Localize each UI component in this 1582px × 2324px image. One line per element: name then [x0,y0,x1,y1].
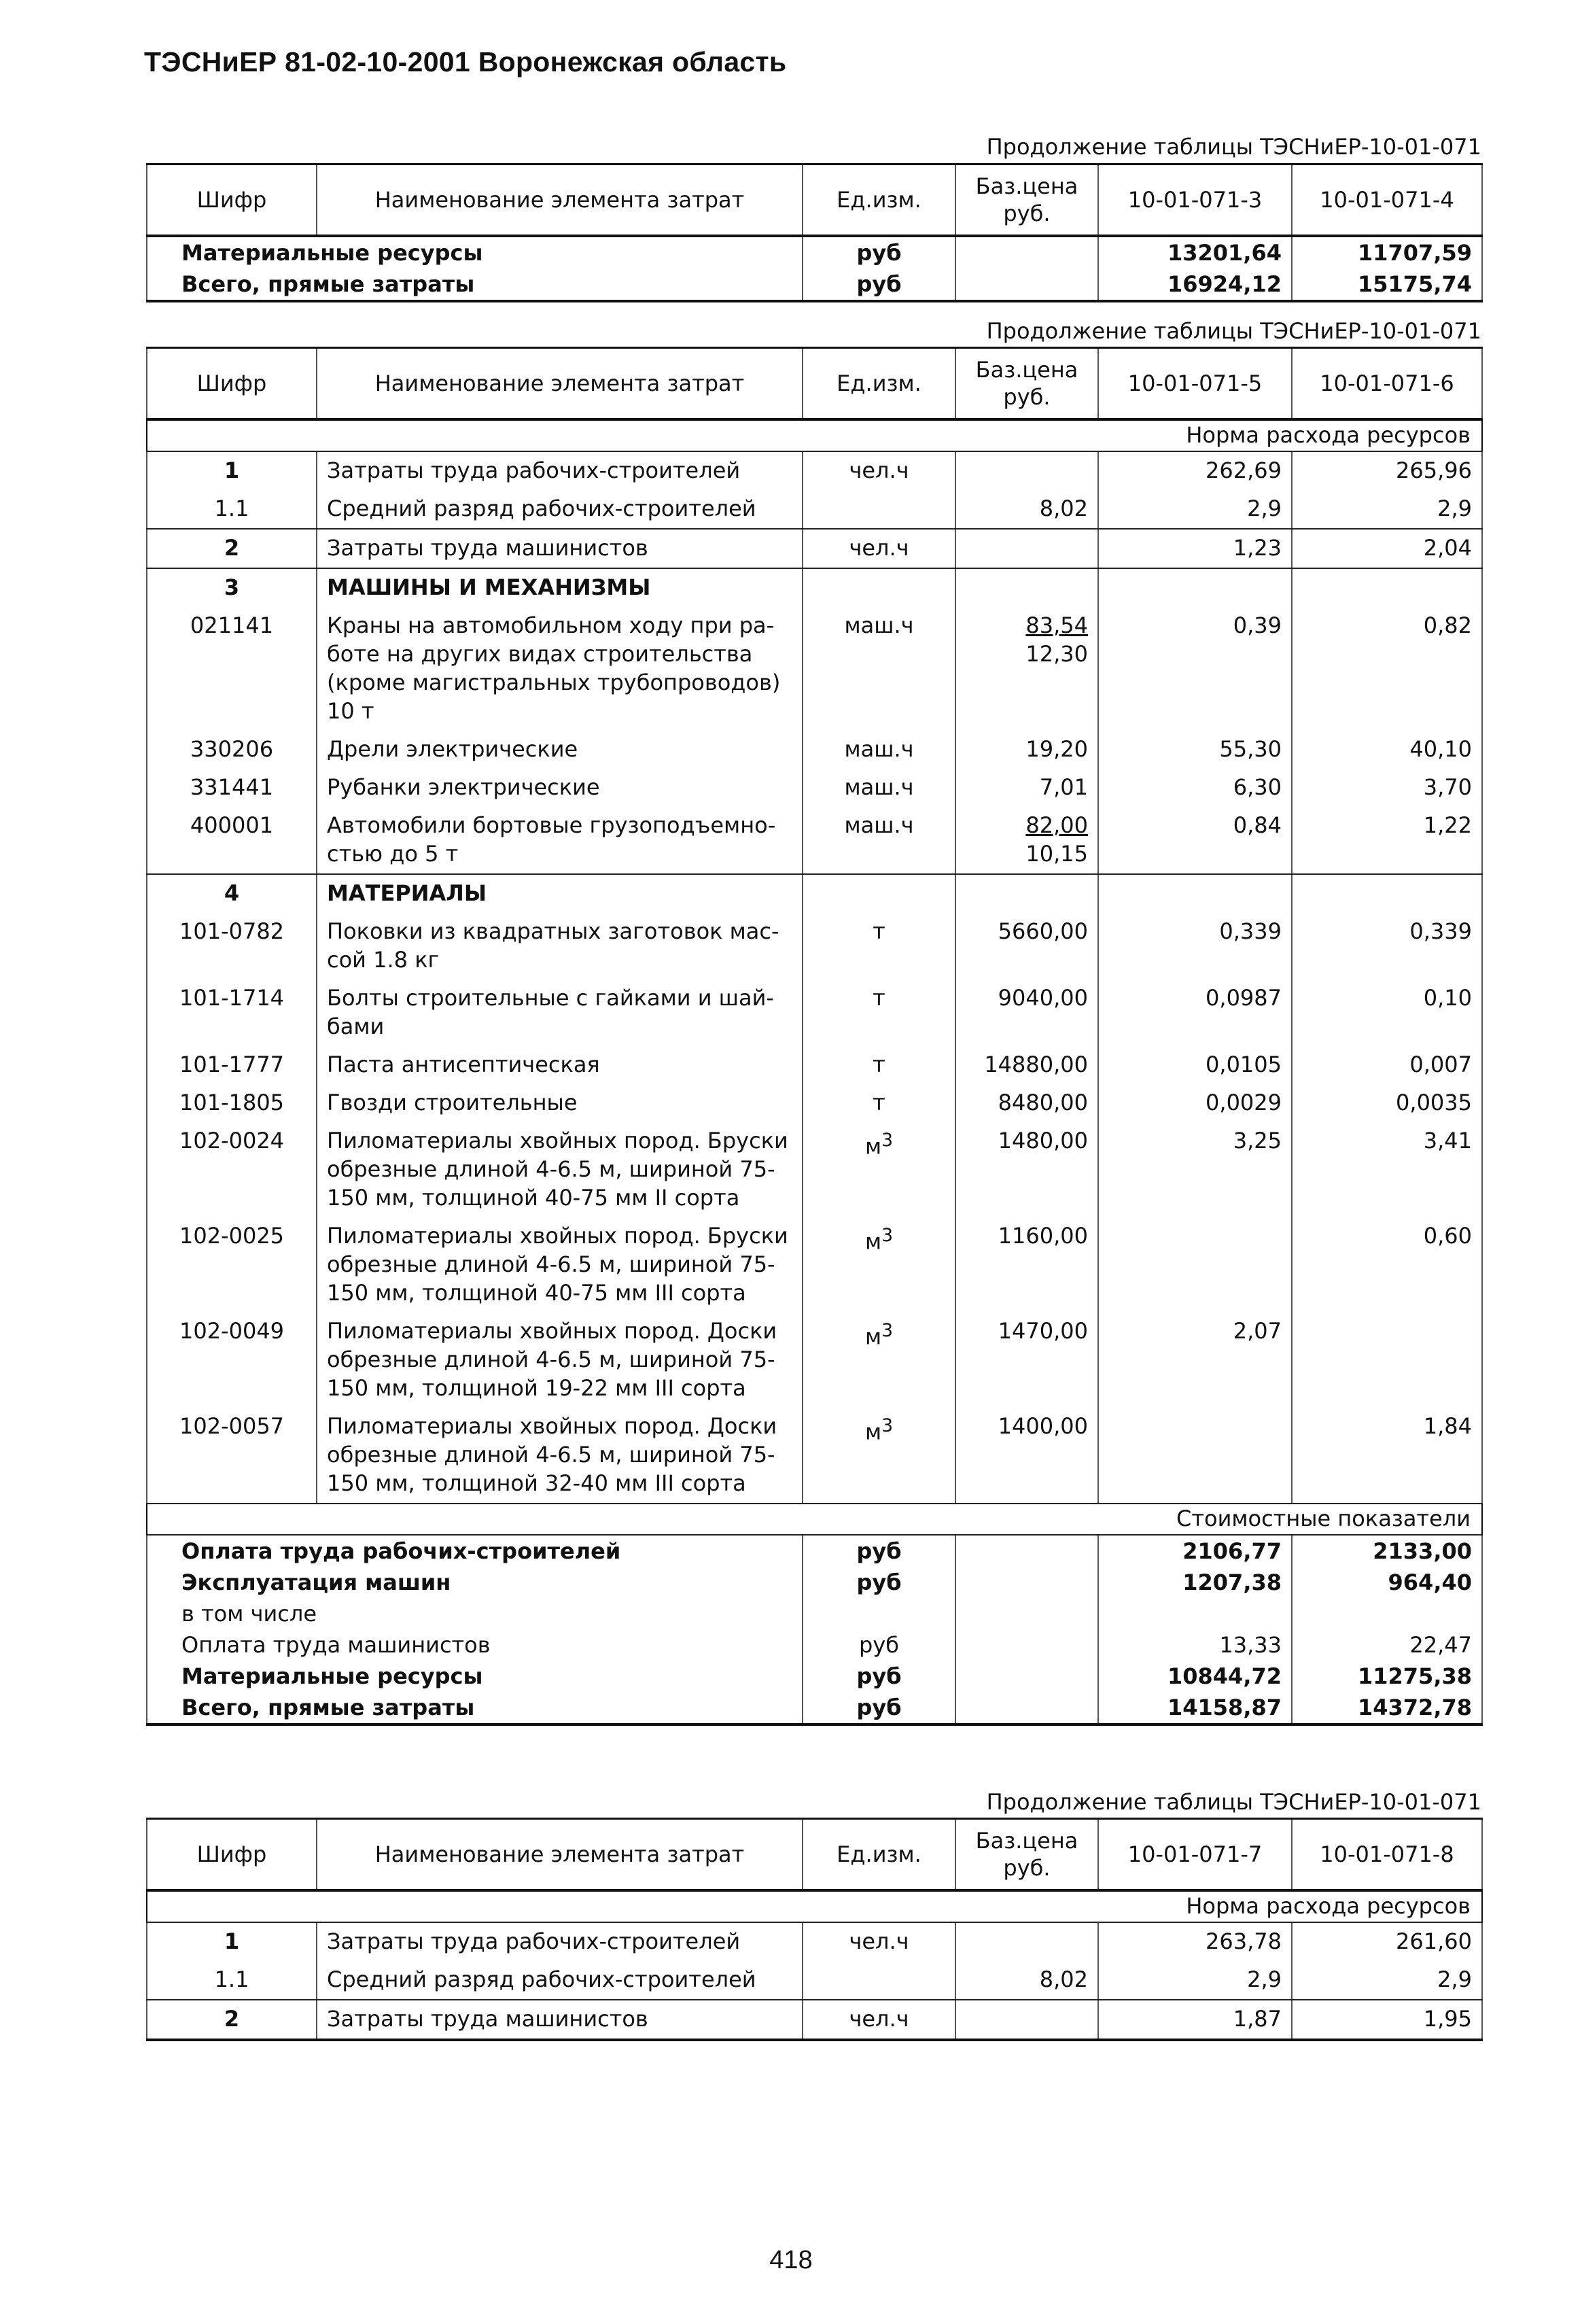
table-row [147,807,1482,874]
table-row [147,1217,1482,1313]
row-unit: маш.ч [803,769,955,807]
table3-header [147,1819,1482,1891]
cost-row [147,1535,1482,1567]
norm-label-row [147,1890,1482,1922]
cost-value-2: 964,40 [1292,1567,1482,1598]
row-name: Паста антисептическая [317,1046,803,1084]
table-row [147,2000,1482,2040]
row-name: Пиломатериалы хвойных пород. Бруски обрезные длиной 4-6.5 м, шириной 75- 150 мм, толщиной 40-75 мм III сорта [317,1217,803,1313]
row-name: Болты строительные с гайками и шай- бами [317,979,803,1046]
table-row [147,1046,1482,1084]
row-value-1: 2,07 [1098,1313,1292,1408]
row-unit: т [803,913,955,979]
row-price: 14880,00 [955,1046,1098,1084]
row-name: Затраты труда машинистов [317,529,803,568]
header-price [955,164,1098,237]
row-value-2: 3,41 [1292,1122,1482,1217]
header-price [955,348,1098,420]
cost-row [147,1567,1482,1598]
row-price: 1480,00 [955,1122,1098,1217]
row-unit: т [803,1084,955,1122]
row-value-1: 0,39 [1098,607,1292,731]
cost-value-1: 13,33 [1098,1629,1292,1661]
cost-label-row [147,1504,1482,1535]
header-col1: 10-01-071-7 [1098,1819,1292,1891]
cost-label: Стоимостные показатели [147,1504,1482,1535]
table-row [147,490,1482,529]
table-row [147,1313,1482,1408]
header-col2: 10-01-071-6 [1292,348,1482,420]
cost-name: Всего, прямые затраты [147,1692,803,1724]
row-unit: чел.ч [803,529,955,568]
row-price: 1470,00 [955,1313,1098,1408]
row-code: 1.1 [147,490,317,529]
row-code: 102-0057 [147,1408,317,1504]
row-name: Рубанки электрические [317,769,803,807]
row-value-1: 0,0105 [1098,1046,1292,1084]
row-price: 82,00 10,15 [955,807,1098,874]
row-name: Краны на автомобильном ходу при ра- боте на других видах строительства (кроме магистральных трубопроводов) 10 т [317,607,803,731]
row-value-1: 2,9 [1098,1961,1292,2000]
table1-continuation: Продолжение таблицы ТЭСНиЕР-10-01-071 [986,134,1481,160]
row-code: 330206 [147,731,317,769]
row-code: 101-1777 [147,1046,317,1084]
row-price: 8,02 [955,1961,1098,2000]
table-row [147,1922,1482,1961]
row-unit: т [803,979,955,1046]
header-name: Наименование элемента затрат [317,164,803,237]
cost-unit [803,1598,955,1629]
row-unit: $м^3$ [803,1408,955,1504]
row-price: 8480,00 [955,1084,1098,1122]
header-code: Шифр [147,1819,317,1891]
row-value-1: 1,23 [1098,529,1292,568]
row-unit: $м^3$ [803,1217,955,1313]
table-row [147,268,1482,301]
cost-value-1 [1098,1598,1292,1629]
row-value-1: 1,87 [1098,2000,1292,2040]
row-price: 1160,00 [955,1217,1098,1313]
norm-label: Норма расхода ресурсов [147,1890,1482,1922]
row-value-2: 2,9 [1292,1961,1482,2000]
header-col1: 10-01-071-5 [1098,348,1292,420]
row-value-1: 0,84 [1098,807,1292,874]
cost-name: Оплата труда машинистов [147,1629,803,1661]
row-name: Затраты труда рабочих-строителей [317,1922,803,1961]
row-unit: руб [803,268,955,301]
cost-value-2: 2133,00 [1292,1535,1482,1567]
row-value-1 [1098,1408,1292,1504]
row-value-1: 3,25 [1098,1122,1292,1217]
row-price: 19,20 [955,731,1098,769]
row-value-2: 0,007 [1292,1046,1482,1084]
cost-row [147,1692,1482,1724]
header-price-line1: Баз.цена [975,173,1078,199]
row-value-1: 263,78 [1098,1922,1292,1961]
header-price-line2: руб. [1003,201,1051,226]
row-unit: чел.ч [803,2000,955,2040]
row-name: Материальные ресурсы [147,236,803,268]
cost-row [147,1598,1482,1629]
norm-label-row [147,419,1482,451]
row-price [955,1922,1098,1961]
row-value-2: 3,70 [1292,769,1482,807]
cost-unit: руб [803,1692,955,1724]
row-value-1: 16924,12 [1098,268,1292,301]
header-price-line1: Баз.цена [975,1828,1078,1854]
cost-value-1: 10844,72 [1098,1661,1292,1692]
row-value-2: 2,04 [1292,529,1482,568]
row-code: 101-1805 [147,1084,317,1122]
row-value-2: 261,60 [1292,1922,1482,1961]
row-value-2: 0,0035 [1292,1084,1482,1122]
row-value-1: 55,30 [1098,731,1292,769]
header-code: Шифр [147,164,317,237]
table-row [147,1122,1482,1217]
row-price [955,529,1098,568]
row-price: 9040,00 [955,979,1098,1046]
cost-value-1: 2106,77 [1098,1535,1292,1567]
cost-unit: руб [803,1535,955,1567]
cost-unit: руб [803,1661,955,1692]
row-value-2: 0,82 [1292,607,1482,731]
table1-header [147,164,1482,237]
table2-continuation: Продолжение таблицы ТЭСНиЕР-10-01-071 [986,318,1481,344]
row-code: 4 [147,874,317,913]
row-value-2: 0,10 [1292,979,1482,1046]
row-name: Дрели электрические [317,731,803,769]
row-value-2 [1292,1313,1482,1408]
row-name: Средний разряд рабочих-строителей [317,490,803,529]
row-unit: маш.ч [803,807,955,874]
header-price-line2: руб. [1003,1855,1051,1881]
row-unit: т [803,1046,955,1084]
row-name: Всего, прямые затраты [147,268,803,301]
cost-unit: руб [803,1567,955,1598]
row-value-1: 2,9 [1098,490,1292,529]
row-unit: $м^3$ [803,1313,955,1408]
header-unit: Ед.изм. [803,164,955,237]
row-value-1: 0,339 [1098,913,1292,979]
cost-name: Эксплуатация машин [147,1567,803,1598]
table-row [147,769,1482,807]
row-code: 102-0024 [147,1122,317,1217]
row-price [955,236,1098,268]
row-name: Затраты труда рабочих-строителей [317,451,803,490]
header-price-line2: руб. [1003,384,1051,410]
table1 [146,163,1483,302]
row-code: 2 [147,2000,317,2040]
row-value-1: 262,69 [1098,451,1292,490]
table2-header [147,348,1482,420]
table-row [147,607,1482,731]
row-name: Средний разряд рабочих-строителей [317,1961,803,2000]
cost-name: Материальные ресурсы [147,1661,803,1692]
header-price [955,1819,1098,1891]
row-value-2: 1,22 [1292,807,1482,874]
header-code: Шифр [147,348,317,420]
header-price-line1: Баз.цена [975,357,1078,383]
row-value-1: 0,0029 [1098,1084,1292,1122]
row-value-2: 1,95 [1292,2000,1482,2040]
row-value-1: 6,30 [1098,769,1292,807]
cost-value-1: 1207,38 [1098,1567,1292,1598]
row-code: 3 [147,568,317,607]
header-name: Наименование элемента затрат [317,1819,803,1891]
table3-continuation: Продолжение таблицы ТЭСНиЕР-10-01-071 [986,1789,1481,1815]
row-value-2: 11707,59 [1292,236,1482,268]
row-value-2: 265,96 [1292,451,1482,490]
row-code: 101-0782 [147,913,317,979]
row-code: 101-1714 [147,979,317,1046]
row-unit: чел.ч [803,451,955,490]
row-name: Поковки из квадратных заготовок мас- сой 1.8 кг [317,913,803,979]
row-price: 5660,00 [955,913,1098,979]
row-price [955,451,1098,490]
table3 [146,1818,1483,2041]
row-code: 400001 [147,807,317,874]
row-name: Пиломатериалы хвойных пород. Бруски обрезные длиной 4-6.5 м, шириной 75- 150 мм, толщиной 40-75 мм II сорта [317,1122,803,1217]
cost-value-2 [1292,1598,1482,1629]
row-price [955,268,1098,301]
row-value-2: 15175,74 [1292,268,1482,301]
row-value-2: 0,60 [1292,1217,1482,1313]
cost-value-2: 11275,38 [1292,1661,1482,1692]
row-unit [803,490,955,529]
header-unit: Ед.изм. [803,348,955,420]
table-row [147,913,1482,979]
cost-name: в том числе [147,1598,803,1629]
row-name: Пиломатериалы хвойных пород. Доски обрезные длиной 4-6.5 м, шириной 75- 150 мм, толщиной 19-22 мм III сорта [317,1313,803,1408]
row-unit: руб [803,236,955,268]
table-row [147,1084,1482,1122]
row-name: Пиломатериалы хвойных пород. Доски обрезные длиной 4-6.5 м, шириной 75- 150 мм, толщиной 32-40 мм III сорта [317,1408,803,1504]
row-code: 021141 [147,607,317,731]
row-price: 83,54 12,30 [955,607,1098,731]
row-code: 331441 [147,769,317,807]
header-unit: Ед.изм. [803,1819,955,1891]
row-unit: маш.ч [803,607,955,731]
norm-label: Норма расхода ресурсов [147,419,1482,451]
row-code: 102-0025 [147,1217,317,1313]
row-unit: маш.ч [803,731,955,769]
cost-name: Оплата труда рабочих-строителей [147,1535,803,1567]
row-value-2: 2,9 [1292,490,1482,529]
section-row [147,874,1482,913]
row-value-2: 1,84 [1292,1408,1482,1504]
cost-value-2: 14372,78 [1292,1692,1482,1724]
table-row [147,979,1482,1046]
cost-row [147,1661,1482,1692]
row-price: 8,02 [955,490,1098,529]
row-value-1: 0,0987 [1098,979,1292,1046]
table-row [147,529,1482,568]
row-name: Затраты труда машинистов [317,2000,803,2040]
section-row [147,568,1482,607]
row-value-2: 40,10 [1292,731,1482,769]
row-unit: чел.ч [803,1922,955,1961]
table-row [147,1408,1482,1504]
header-col2: 10-01-071-4 [1292,164,1482,237]
section-title: МАШИНЫ И МЕХАНИЗМЫ [317,568,803,607]
row-value-1 [1098,1217,1292,1313]
row-unit: $м^3$ [803,1122,955,1217]
page-number: 418 [769,2246,813,2274]
row-value-1: 13201,64 [1098,236,1292,268]
row-price: 1400,00 [955,1408,1098,1504]
row-name: Гвозди строительные [317,1084,803,1122]
cost-value-1: 14158,87 [1098,1692,1292,1724]
cost-value-2: 22,47 [1292,1629,1482,1661]
cost-row [147,1629,1482,1661]
section-title: МАТЕРИАЛЫ [317,874,803,913]
table-row [147,451,1482,490]
row-code: 2 [147,529,317,568]
cost-unit: руб [803,1629,955,1661]
row-code: 1 [147,1922,317,1961]
table-row [147,731,1482,769]
table2 [146,347,1483,1726]
row-price: 7,01 [955,769,1098,807]
header-col1: 10-01-071-3 [1098,164,1292,237]
header-name: Наименование элемента затрат [317,348,803,420]
row-price [955,2000,1098,2040]
row-code: 1.1 [147,1961,317,2000]
row-value-2: 0,339 [1292,913,1482,979]
table-row [147,1961,1482,2000]
header-col2: 10-01-071-8 [1292,1819,1482,1891]
page-title: ТЭСНиЕР 81-02-10-2001 Воронежская область [144,46,787,77]
row-unit [803,1961,955,2000]
row-name: Автомобили бортовые грузоподъемно- стью до 5 т [317,807,803,874]
table-row [147,236,1482,268]
row-code: 102-0049 [147,1313,317,1408]
row-code: 1 [147,451,317,490]
